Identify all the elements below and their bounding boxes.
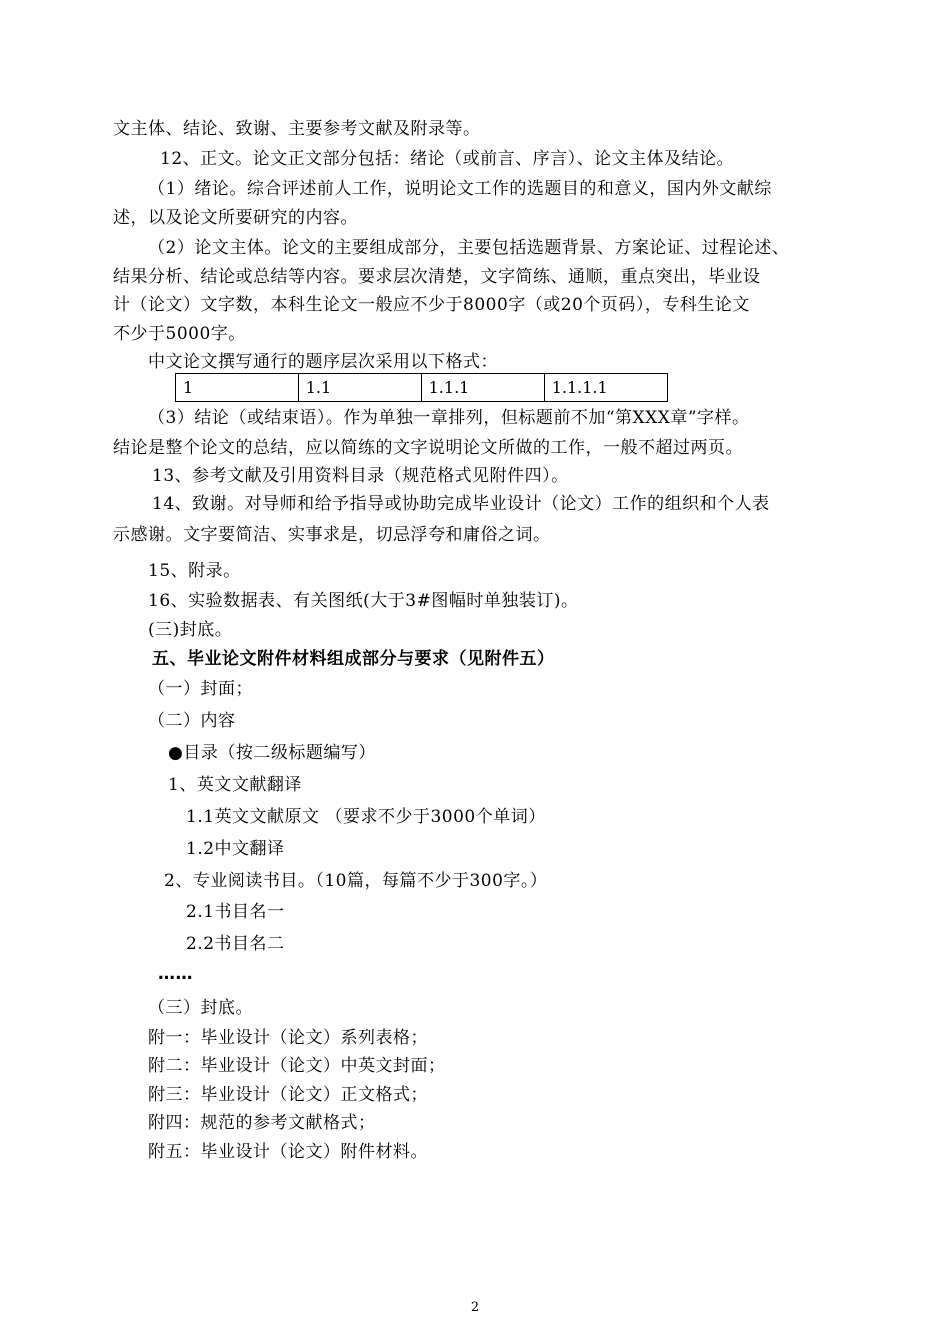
appendix-item: 附一：毕业设计（论文）系列表格； <box>148 1028 428 1048</box>
table-cell: 1 <box>176 374 299 402</box>
paragraph-line: 述，以及论文所要研究的内容。 <box>113 208 358 228</box>
appendix-item: 附四：规范的参考文献格式； <box>148 1113 376 1133</box>
paragraph-line: （1）绪论。综合评述前人工作，说明论文工作的选题目的和意义，国内外文献综 <box>148 179 772 199</box>
appendix-item: 附五：毕业设计（论文）附件材料。 <box>148 1142 428 1162</box>
paragraph-line: （2）论文主体。论文的主要组成部分，主要包括选题背景、方案论证、过程论述、 <box>148 238 790 258</box>
paragraph-line: 计（论文）文字数，本科生论文一般应不少于8000字（或20个页码），专科生论文 <box>113 295 750 315</box>
list-item: 2.1书目名一 <box>186 902 285 922</box>
paragraph-line: 示感谢。文字要简洁、实事求是，切忌浮夸和庸俗之词。 <box>113 525 551 545</box>
section-item-15: 15、附录。 <box>148 561 241 581</box>
page-number: 2 <box>470 1300 480 1315</box>
section-item: (三)封底。 <box>148 620 233 640</box>
list-item: （一）封面； <box>148 679 253 699</box>
list-item: 2、专业阅读书目。（10篇，每篇不少于300字。） <box>164 871 548 891</box>
paragraph-line: 文主体、结论、致谢、主要参考文献及附录等。 <box>113 119 481 139</box>
list-item: （二）内容 <box>148 711 236 731</box>
section-item-16: 16、实验数据表、有关图纸(大于3#图幅时单独装订)。 <box>148 591 579 611</box>
list-item: 1.1英文文献原文 （要求不少于3000个单词） <box>186 807 546 827</box>
paragraph-line: 结论是整个论文的总结，应以简练的文字说明论文所做的工作，一般不超过两页。 <box>113 438 743 458</box>
bullet-item: ●目录（按二级标题编写） <box>168 743 376 763</box>
list-item: 2.2书目名二 <box>186 934 285 954</box>
paragraph-line: 结果分析、结论或总结等内容。要求层次清楚，文字简练、通顺，重点突出，毕业设 <box>113 267 761 287</box>
paragraph-line: 中文论文撰写通行的题序层次采用以下格式： <box>148 352 498 372</box>
table-row <box>176 374 668 402</box>
table-cell: 1.1 <box>298 374 421 402</box>
heading-levels-table <box>175 373 668 402</box>
ellipsis: …… <box>158 964 193 984</box>
section-item-12: 12、正文。论文正文部分包括：绪论（或前言、序言）、论文主体及结论。 <box>160 149 735 169</box>
section-heading: 五、毕业论文附件材料组成部分与要求（见附件五） <box>152 649 555 669</box>
table-cell: 1.1.1.1 <box>544 374 667 402</box>
section-item-14: 14、致谢。对导师和给予指导或协助完成毕业设计（论文）工作的组织和个人表 <box>152 494 770 514</box>
list-item: 1、英文文献翻译 <box>168 775 302 795</box>
list-item: （三）封底。 <box>148 998 253 1018</box>
paragraph-line: （3）结论（或结束语）。作为单独一章排列，但标题前不加“第XXX章”字样。 <box>148 408 750 428</box>
paragraph-line: 不少于5000字。 <box>113 324 246 344</box>
appendix-item: 附三：毕业设计（论文）正文格式； <box>148 1085 428 1105</box>
appendix-item: 附二：毕业设计（论文）中英文封面； <box>148 1056 446 1076</box>
list-item: 1.2中文翻译 <box>186 839 285 859</box>
section-item-13: 13、参考文献及引用资料目录（规范格式见附件四）。 <box>152 466 569 486</box>
table-cell: 1.1.1 <box>421 374 544 402</box>
